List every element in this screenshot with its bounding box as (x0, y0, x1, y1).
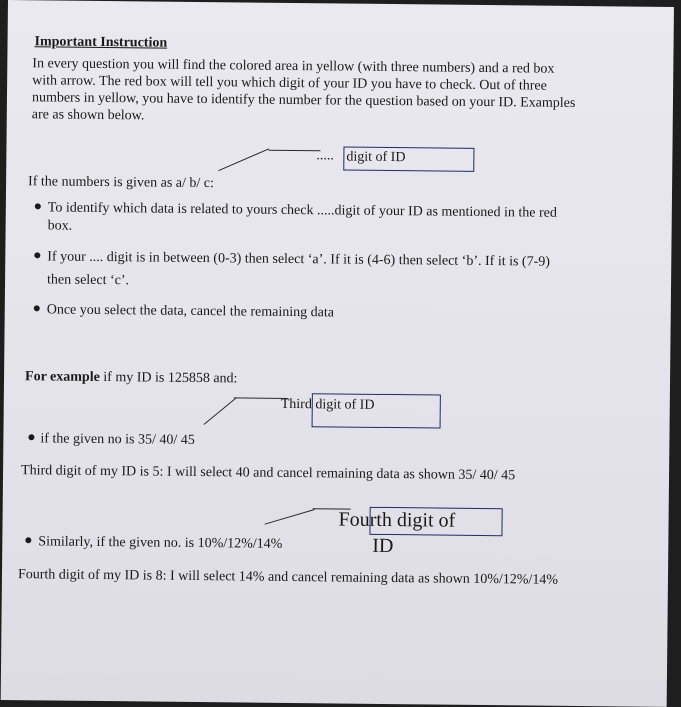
intro-line-2: with arrow. The red box will tell you which digit of your ID you have to check. Out of three (32, 73, 547, 94)
intro-line-3: numbers in yellow, you have to identify the number for the question based on your ID. Examples (31, 90, 576, 111)
diagram2-label: Third digit of ID (280, 396, 375, 413)
bullet-dot-5 (25, 537, 31, 543)
bullet-dot-3 (34, 305, 40, 311)
example2-result (18, 566, 558, 589)
example1-result (21, 462, 515, 484)
intro-line-4: are as shown below. (31, 107, 145, 124)
arrow-line-2 (204, 397, 237, 424)
example-rest: if my ID is 125858 and: (99, 369, 238, 387)
arrow-line-3 (265, 509, 315, 525)
diagram3-label-line-2: ID (372, 534, 394, 558)
bullet-dot-4 (28, 434, 34, 440)
example2-given: Similarly, if the given no. is 10%/12%/14% (38, 534, 283, 552)
instruction-sheet (1, 0, 674, 707)
example-bold: For example (24, 369, 100, 385)
bullet-2-line-1: If your .... digit is in between (0-3) then select ‘a’. If it is (4-6) then select ‘b’. If it is (7-9) (47, 249, 551, 270)
diagram1-label: digit of ID (346, 149, 406, 166)
bullet-dot-2 (34, 252, 40, 258)
diagram1-dots: ..... (316, 148, 334, 164)
page-heading: Important Instruction (34, 34, 168, 51)
arrow-line-1b (268, 150, 320, 152)
example1-result-lead: Third digit of my ID is 5: (20, 463, 164, 480)
example2-result-rest: I will select 14% and cancel remaining data as shown 10%/12%/14% (166, 568, 559, 588)
example1-given: if the given no is 35/ 40/ 45 (40, 431, 195, 448)
example2-result-lead: Fourth digit of my ID is 8: (17, 567, 167, 584)
example-line (25, 368, 238, 387)
bullet-dot-1 (35, 203, 41, 209)
given-line: If the numbers is given as a/ b/ c: (28, 174, 215, 192)
arrow-line-2b (234, 397, 288, 399)
bullet-1-line-1: To identify which data is related to yours check .....digit of your ID as mentioned in the red (47, 200, 557, 221)
bullet-3-line-1: Once you select the data, cancel the remaining data (46, 302, 335, 321)
intro-line-1: In every question you will find the colored area in yellow (with three numbers) and a red box (32, 56, 555, 77)
bullet-1-line-2: box. (47, 218, 73, 234)
arrow-line-1 (218, 148, 269, 171)
example1-result-rest: I will select 40 and cancel remaining data as shown 35/ 40/ 45 (163, 464, 516, 484)
diagram3-label-line-1: Fourth digit of (338, 508, 456, 532)
bullet-2-line-2: then select ‘c’. (46, 272, 130, 289)
